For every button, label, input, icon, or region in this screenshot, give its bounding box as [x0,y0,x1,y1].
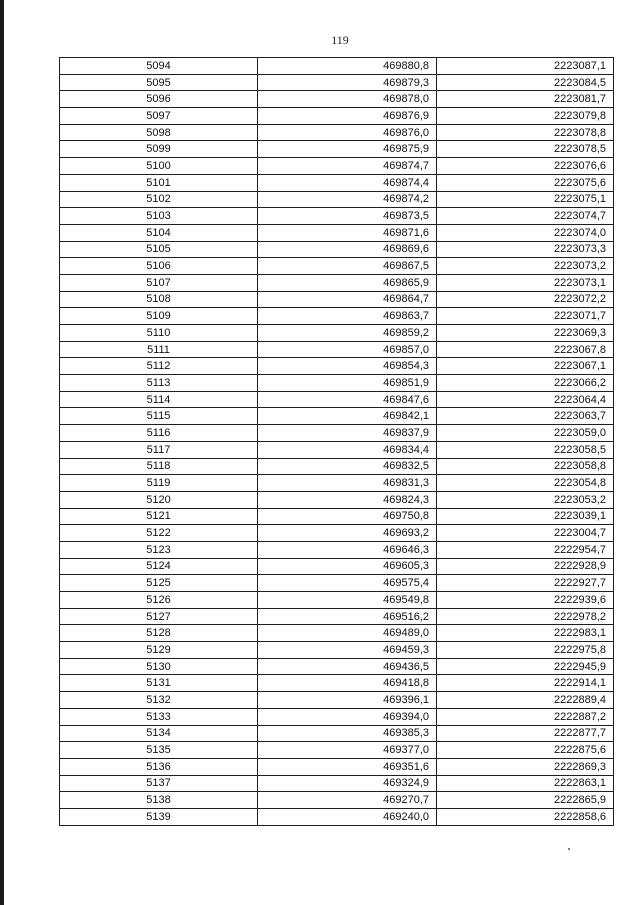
y-coordinate-cell: 2222927,7 [437,575,614,592]
table-row [60,642,614,659]
table-row [60,725,614,742]
table-row [60,108,614,125]
point-number-cell: 5120 [60,491,258,508]
point-number-cell: 5139 [60,808,258,825]
table-row [60,325,614,342]
x-coordinate-cell: 469874,2 [258,191,437,208]
point-number-cell: 5094 [60,58,258,75]
point-number-cell: 5137 [60,775,258,792]
x-coordinate-cell: 469871,6 [258,224,437,241]
x-coordinate-cell: 469842,1 [258,408,437,425]
y-coordinate-cell: 2223078,8 [437,124,614,141]
table-row [60,692,614,709]
scan-speck [568,848,570,850]
y-coordinate-cell: 2223075,6 [437,174,614,191]
table-row [60,775,614,792]
table-row [60,792,614,809]
x-coordinate-cell: 469854,3 [258,358,437,375]
x-coordinate-cell: 469874,7 [258,158,437,175]
point-number-cell: 5102 [60,191,258,208]
point-number-cell: 5135 [60,742,258,759]
table-row [60,475,614,492]
point-number-cell: 5115 [60,408,258,425]
y-coordinate-cell: 2223087,1 [437,58,614,75]
y-coordinate-cell: 2222865,9 [437,792,614,809]
table-row [60,191,614,208]
point-number-cell: 5123 [60,541,258,558]
table-row [60,491,614,508]
y-coordinate-cell: 2223074,7 [437,208,614,225]
x-coordinate-cell: 469857,0 [258,341,437,358]
table-row [60,258,614,275]
table-row [60,141,614,158]
point-number-cell: 5117 [60,441,258,458]
y-coordinate-cell: 2223053,2 [437,491,614,508]
x-coordinate-cell: 469750,8 [258,508,437,525]
y-coordinate-cell: 2222877,7 [437,725,614,742]
table-row [60,58,614,75]
point-number-cell: 5096 [60,91,258,108]
y-coordinate-cell: 2223069,3 [437,325,614,342]
table-row [60,708,614,725]
x-coordinate-cell: 469863,7 [258,308,437,325]
y-coordinate-cell: 2223075,1 [437,191,614,208]
x-coordinate-cell: 469876,9 [258,108,437,125]
point-number-cell: 5130 [60,658,258,675]
table-row [60,592,614,609]
table-row [60,274,614,291]
x-coordinate-cell: 469394,0 [258,708,437,725]
table-row [60,391,614,408]
point-number-cell: 5118 [60,458,258,475]
y-coordinate-cell: 2223074,0 [437,224,614,241]
y-coordinate-cell: 2223066,2 [437,375,614,392]
y-coordinate-cell: 2223064,4 [437,391,614,408]
table-row [60,358,614,375]
y-coordinate-cell: 2223004,7 [437,525,614,542]
point-number-cell: 5099 [60,141,258,158]
y-coordinate-cell: 2222875,6 [437,742,614,759]
point-number-cell: 5121 [60,508,258,525]
y-coordinate-cell: 2223084,5 [437,74,614,91]
y-coordinate-cell: 2222983,1 [437,625,614,642]
x-coordinate-cell: 469605,3 [258,558,437,575]
table-row [60,208,614,225]
table-row [60,658,614,675]
y-coordinate-cell: 2223067,1 [437,358,614,375]
point-number-cell: 5138 [60,792,258,809]
x-coordinate-cell: 469385,3 [258,725,437,742]
coordinates-table-body [60,58,614,826]
y-coordinate-cell: 2223076,6 [437,158,614,175]
table-row [60,575,614,592]
table-row [60,224,614,241]
y-coordinate-cell: 2223073,1 [437,274,614,291]
point-number-cell: 5129 [60,642,258,659]
y-coordinate-cell: 2222975,8 [437,642,614,659]
point-number-cell: 5116 [60,425,258,442]
table-row [60,308,614,325]
table-row [60,458,614,475]
table-row [60,608,614,625]
y-coordinate-cell: 2223039,1 [437,508,614,525]
table-row [60,758,614,775]
page-left-edge-line [0,0,4,905]
y-coordinate-cell: 2223067,8 [437,341,614,358]
y-coordinate-cell: 2223054,8 [437,475,614,492]
x-coordinate-cell: 469824,3 [258,491,437,508]
x-coordinate-cell: 469516,2 [258,608,437,625]
y-coordinate-cell: 2222928,9 [437,558,614,575]
x-coordinate-cell: 469489,0 [258,625,437,642]
y-coordinate-cell: 2223058,5 [437,441,614,458]
x-coordinate-cell: 469459,3 [258,642,437,659]
x-coordinate-cell: 469859,2 [258,325,437,342]
x-coordinate-cell: 469876,0 [258,124,437,141]
point-number-cell: 5134 [60,725,258,742]
point-number-cell: 5128 [60,625,258,642]
y-coordinate-cell: 2222869,3 [437,758,614,775]
point-number-cell: 5098 [60,124,258,141]
point-number-cell: 5127 [60,608,258,625]
x-coordinate-cell: 469837,9 [258,425,437,442]
x-coordinate-cell: 469832,5 [258,458,437,475]
y-coordinate-cell: 2222887,2 [437,708,614,725]
x-coordinate-cell: 469878,0 [258,91,437,108]
x-coordinate-cell: 469324,9 [258,775,437,792]
table-row [60,158,614,175]
table-row [60,508,614,525]
table-row [60,808,614,825]
x-coordinate-cell: 469875,9 [258,141,437,158]
x-coordinate-cell: 469879,3 [258,74,437,91]
y-coordinate-cell: 2222945,9 [437,658,614,675]
point-number-cell: 5106 [60,258,258,275]
y-coordinate-cell: 2223063,7 [437,408,614,425]
table-row [60,625,614,642]
y-coordinate-cell: 2222978,2 [437,608,614,625]
table-row [60,124,614,141]
point-number-cell: 5109 [60,308,258,325]
x-coordinate-cell: 469436,5 [258,658,437,675]
table-row [60,525,614,542]
x-coordinate-cell: 469873,5 [258,208,437,225]
point-number-cell: 5111 [60,341,258,358]
table-row [60,91,614,108]
table-row [60,558,614,575]
x-coordinate-cell: 469351,6 [258,758,437,775]
x-coordinate-cell: 469864,7 [258,291,437,308]
x-coordinate-cell: 469865,9 [258,274,437,291]
point-number-cell: 5133 [60,708,258,725]
x-coordinate-cell: 469396,1 [258,692,437,709]
y-coordinate-cell: 2223058,8 [437,458,614,475]
x-coordinate-cell: 469880,8 [258,58,437,75]
table-row [60,291,614,308]
y-coordinate-cell: 2223071,7 [437,308,614,325]
table-row [60,425,614,442]
y-coordinate-cell: 2223081,7 [437,91,614,108]
table-row [60,441,614,458]
y-coordinate-cell: 2222858,6 [437,808,614,825]
point-number-cell: 5105 [60,241,258,258]
table-row [60,408,614,425]
y-coordinate-cell: 2222954,7 [437,541,614,558]
x-coordinate-cell: 469831,3 [258,475,437,492]
y-coordinate-cell: 2222914,1 [437,675,614,692]
point-number-cell: 5122 [60,525,258,542]
x-coordinate-cell: 469270,7 [258,792,437,809]
point-number-cell: 5108 [60,291,258,308]
table-row [60,174,614,191]
point-number-cell: 5112 [60,358,258,375]
point-number-cell: 5110 [60,325,258,342]
point-number-cell: 5100 [60,158,258,175]
coordinates-table [59,57,614,826]
y-coordinate-cell: 2223059,0 [437,425,614,442]
x-coordinate-cell: 469377,0 [258,742,437,759]
table-row [60,241,614,258]
page-number: 119 [331,33,349,47]
table-row [60,742,614,759]
x-coordinate-cell: 469874,4 [258,174,437,191]
x-coordinate-cell: 469867,5 [258,258,437,275]
x-coordinate-cell: 469646,3 [258,541,437,558]
y-coordinate-cell: 2223072,2 [437,291,614,308]
point-number-cell: 5119 [60,475,258,492]
y-coordinate-cell: 2223073,2 [437,258,614,275]
x-coordinate-cell: 469418,8 [258,675,437,692]
x-coordinate-cell: 469847,6 [258,391,437,408]
point-number-cell: 5136 [60,758,258,775]
y-coordinate-cell: 2222863,1 [437,775,614,792]
point-number-cell: 5097 [60,108,258,125]
y-coordinate-cell: 2223079,8 [437,108,614,125]
y-coordinate-cell: 2222939,6 [437,592,614,609]
table-row [60,341,614,358]
x-coordinate-cell: 469869,6 [258,241,437,258]
point-number-cell: 5124 [60,558,258,575]
point-number-cell: 5114 [60,391,258,408]
x-coordinate-cell: 469851,9 [258,375,437,392]
point-number-cell: 5132 [60,692,258,709]
table-row [60,375,614,392]
point-number-cell: 5104 [60,224,258,241]
table-row [60,675,614,692]
y-coordinate-cell: 2223078,5 [437,141,614,158]
point-number-cell: 5107 [60,274,258,291]
point-number-cell: 5095 [60,74,258,91]
point-number-cell: 5126 [60,592,258,609]
point-number-cell: 5113 [60,375,258,392]
x-coordinate-cell: 469834,4 [258,441,437,458]
table-row [60,74,614,91]
y-coordinate-cell: 2222889,4 [437,692,614,709]
x-coordinate-cell: 469240,0 [258,808,437,825]
x-coordinate-cell: 469575,4 [258,575,437,592]
point-number-cell: 5103 [60,208,258,225]
y-coordinate-cell: 2223073,3 [437,241,614,258]
point-number-cell: 5101 [60,174,258,191]
x-coordinate-cell: 469693,2 [258,525,437,542]
point-number-cell: 5131 [60,675,258,692]
table-row [60,541,614,558]
point-number-cell: 5125 [60,575,258,592]
x-coordinate-cell: 469549,8 [258,592,437,609]
